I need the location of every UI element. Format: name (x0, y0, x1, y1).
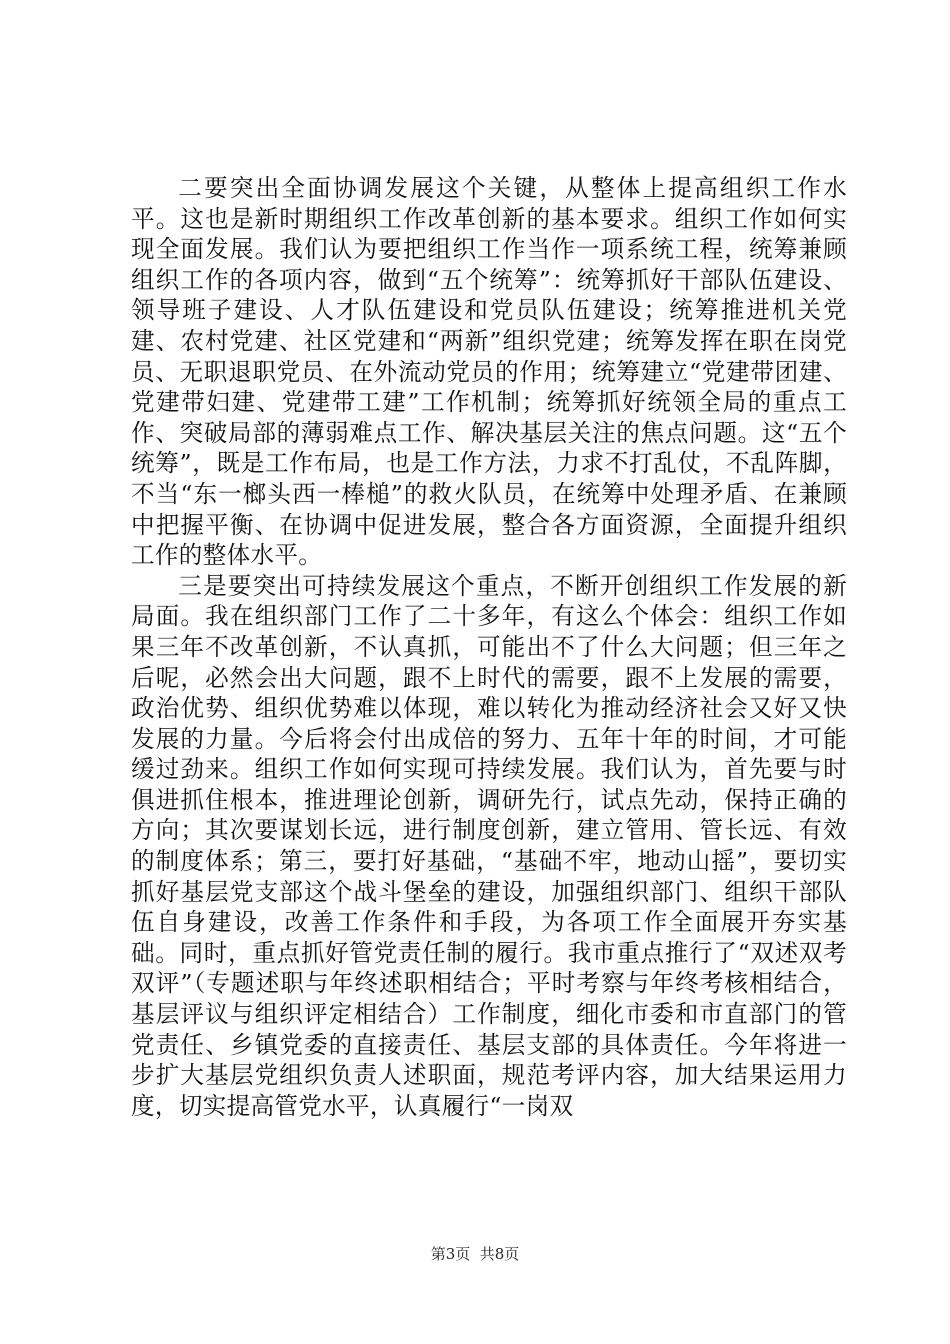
paragraph: 三是要突出可持续发展这个重点，不断开创组织工作发展的新局面。我在组织部门工作了二十多年，有这么个体会：组织工作如果三年不改革创新，不认真抓，可能出不了什么大问题；但三年之后呢，必然会出大问题，跟不上时代的需要，跟不上发展的需要，政治优势、组织优势难以体现，难以转化为推动经济社会又好又快发展的力量。今后将会付出成倍的努力、五年十年的时间，才可能缓过劲来。组织工作如何实现可持续发展。我们认为，首先要与时俱进抓住根本，推进理论创新，调研先行，试点先动，保持正确的方向；其次要谋划长远，进行制度创新，建立管用、管长远、有效的制度体系；第三，要打好基础，“基础不牢，地动山摇”，要切实抓好基层党支部这个战斗堡垒的建设，加强组织部门、组织干部队伍自身建设，改善工作条件和手段，为各项工作全面展开夯实基础。同时，重点抓好管党责任制的履行。我市重点推行了“双述双考双评”（专题述职与年终述职相结合；平时考察与年终考核相结合，基层评议与组织评定相结合）工作制度，细化市委和市直部门的管党责任、乡镇党委的直接责任、基层支部的具体责任。今年将进一步扩大基层党组织负责人述职面，规范考评内容，加大结果运用力度，切实提高管党水平，认真履行“一岗双 (131, 571, 847, 1120)
document-body (131, 173, 847, 1121)
page-number-footer: 第3页 共8页 (430, 1245, 520, 1263)
paragraph: 二要突出全面协调发展这个关键，从整体上提高组织工作水平。这也是新时期组织工作改革创新的基本要求。组织工作如何实现全面发展。我们认为要把组织工作当作一项系统工程，统筹兼顾组织工作的各项内容，做到“五个统筹”：统筹抓好干部队伍建设、领导班子建设、人才队伍建设和党员队伍建设；统筹推进机关党建、农村党建、社区党建和“两新”组织党建；统筹发挥在职在岗党员、无职退职党员、在外流动党员的作用；统筹建立“党建带团建、党建带妇建、党建带工建”工作机制；统筹抓好统领全局的重点工作、突破局部的薄弱难点工作、解决基层关注的焦点问题。这“五个统筹”，既是工作布局，也是工作方法，力求不打乱仗，不乱阵脚，不当“东一榔头西一棒槌”的救火队员，在统筹中处理矛盾、在兼顾中把握平衡、在协调中促进发展，整合各方面资源，全面提升组织工作的整体水平。 (131, 174, 847, 570)
